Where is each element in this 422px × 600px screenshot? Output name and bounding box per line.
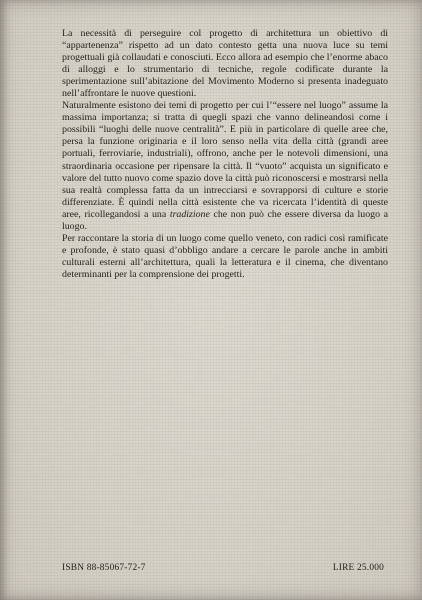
paragraph-text: La necessità di perseguire col progetto di architettura un obiettivo di “appartenenza” rispetto ad un dato contesto getta una nuova luce su temi progettuali già collaudati e conosciuti. Ecco allora ad esempio che l’enorme abaco di alloggi e lo strumentario di tecniche, regole codificate durante la sperimentazione sull’abitazione del Movimento Moderno si presenta inadeguato nell’affrontare le nuove questioni. xyxy=(62,28,388,100)
back-cover-blurb xyxy=(62,28,388,281)
paragraph-text: Per raccontare la storia di un luogo come quello veneto, con radici così ramificate e profonde, è stato quasi d’obbligo andare a cercare le parole anche in ambiti culturali esterni all’architettura, quali la letteratura e il cinema, che diventano determinanti per la comprensione dei progetti. xyxy=(62,232,388,280)
blurb-paragraph xyxy=(62,100,388,233)
isbn-number: ISBN 88-85067-72-7 xyxy=(62,563,146,573)
blurb-paragraph xyxy=(62,28,388,100)
italic-word: tradizione xyxy=(169,208,210,220)
price-label: LIRE 25.000 xyxy=(332,563,384,573)
blurb-paragraph xyxy=(62,233,388,281)
paragraph-text: che non può che essere diversa da luogo a luogo. xyxy=(62,208,388,232)
paragraph-text: Naturalmente esistono dei temi di progetto per cui l’“essere nel luogo” assume la massima importanza; si tratta di quegli spazi che vanno delineandosi come i possibili “luoghi delle nuove centralità”. E più in particolare di quelle aree che, persa la funzione originaria e il loro senso nella vita della città (grandi aree portuali, ferroviarie, industriali), offrono, anche per le notevoli dimensioni, una straordinaria occasione per ripensare la città. Il “vuoto” acquista un significato e valore del tutto nuovo come spazio dove la città può riconoscersi e mostrarsi nella sua realtà complessa fatta da un intrecciarsi e sovrapporsi di culture e storie differenziate. È quindi nella città esistente che va ricercata l’identità di queste aree, ricollegandosi a una xyxy=(62,100,388,220)
